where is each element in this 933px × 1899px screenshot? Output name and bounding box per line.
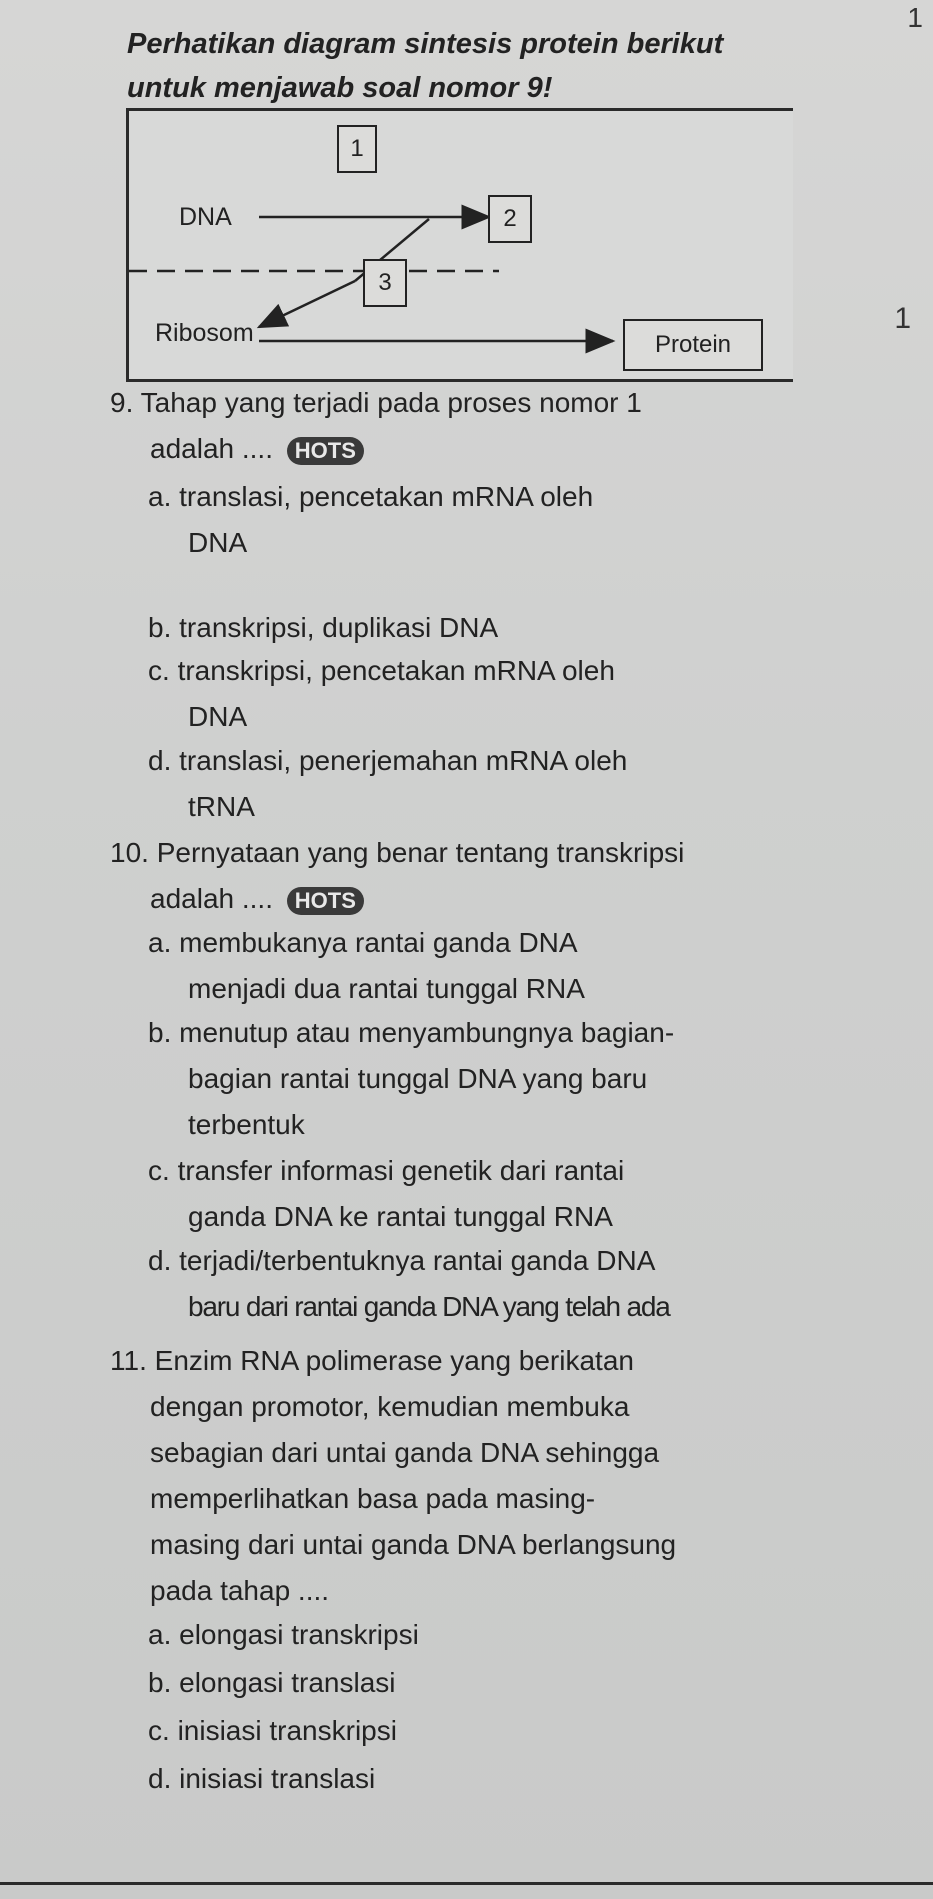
option-line: tRNA <box>188 791 255 822</box>
option-line <box>148 1612 918 1658</box>
question-11-option-b[interactable] <box>148 1660 918 1706</box>
question-9-option-c[interactable] <box>148 648 918 740</box>
question-line: masing dari untai ganda DNA berlangsung <box>150 1529 677 1560</box>
option-letter: b. <box>148 612 172 643</box>
question-9 <box>110 380 910 472</box>
question-number: 10. <box>110 837 149 868</box>
question-10-option-a[interactable] <box>148 920 918 1012</box>
question-line: dengan promotor, kemudian membuka <box>150 1391 630 1422</box>
option-line <box>148 648 918 694</box>
question-11-option-c[interactable] <box>148 1708 918 1754</box>
option-line <box>148 605 918 651</box>
question-line <box>110 1338 910 1384</box>
option-text: terjadi/terbentuknya rantai ganda DNA <box>179 1245 656 1276</box>
intro-line: untuk menjawab soal nomor 9! <box>127 72 553 104</box>
option-line <box>148 920 918 966</box>
question-line: sebagian dari untai ganda DNA sehingga <box>150 1437 660 1468</box>
label-protein: Protein <box>623 319 763 371</box>
option-line: DNA <box>188 701 248 732</box>
label-dna: DNA <box>179 203 232 231</box>
question-10-option-d[interactable] <box>148 1238 918 1330</box>
question-text: Tahap yang terjadi pada proses nomor 1 <box>140 387 642 418</box>
question-9-option-d[interactable] <box>148 738 918 830</box>
option-letter: c. <box>148 1715 170 1746</box>
question-11-option-a[interactable] <box>148 1612 918 1658</box>
option-line <box>148 1148 918 1194</box>
option-letter: b. <box>148 1667 172 1698</box>
option-line: menjadi dua rantai tunggal RNA <box>188 973 585 1004</box>
question-10-option-c[interactable] <box>148 1148 918 1240</box>
option-line <box>148 1756 918 1802</box>
option-line <box>148 1010 918 1056</box>
intro-instruction <box>127 22 827 110</box>
mrna-to-ribosom-arrow <box>259 281 355 327</box>
bottom-rule <box>0 1882 933 1885</box>
option-text: inisiasi translasi <box>179 1763 376 1794</box>
option-line: DNA <box>188 527 248 558</box>
option-line <box>148 1238 918 1284</box>
option-line: ganda DNA ke rantai tunggal RNA <box>188 1201 613 1232</box>
option-letter: b. <box>148 1017 172 1048</box>
option-line: terbentuk <box>188 1109 305 1140</box>
option-line <box>148 1660 918 1706</box>
option-text: transkripsi, pencetakan mRNA oleh <box>177 655 615 686</box>
question-11 <box>110 1338 910 1614</box>
option-letter: d. <box>148 1245 172 1276</box>
label-ribosom: Ribosom <box>155 319 254 347</box>
hots-badge: HOTS <box>287 437 364 465</box>
option-letter: d. <box>148 745 172 776</box>
page-number: 1 <box>907 2 923 33</box>
option-text: transkripsi, duplikasi DNA <box>179 612 499 643</box>
option-line <box>148 1708 918 1754</box>
question-text: Pernyataan yang benar tentang transkripsi <box>156 837 685 868</box>
question-9-option-a[interactable] <box>148 474 918 566</box>
question-line <box>110 876 910 922</box>
option-text: elongasi translasi <box>179 1667 396 1698</box>
option-line: baru dari rantai ganda DNA yang telah ada <box>188 1291 670 1322</box>
label-box-3: 3 <box>363 259 407 307</box>
side-number: 1 <box>894 302 911 335</box>
option-letter: a. <box>148 481 172 512</box>
option-text: membukanya rantai ganda DNA <box>179 927 578 958</box>
option-letter: a. <box>148 1619 172 1650</box>
question-10-option-b[interactable] <box>148 1010 918 1148</box>
question-line: memperlihatkan basa pada masing- <box>150 1483 596 1514</box>
label-box-1: 1 <box>337 125 377 173</box>
question-number: 9. <box>110 387 134 418</box>
question-number: 11. <box>110 1345 147 1376</box>
intro-line: Perhatikan diagram sintesis protein berikut <box>127 28 724 60</box>
question-line <box>110 380 910 426</box>
question-text: Enzim RNA polimerase yang berikatan <box>154 1345 634 1376</box>
option-letter: d. <box>148 1763 172 1794</box>
option-line <box>148 474 918 520</box>
question-line <box>110 830 910 876</box>
question-text: adalah .... <box>150 433 273 464</box>
option-letter: c. <box>148 1155 170 1186</box>
hots-badge: HOTS <box>287 887 364 915</box>
label-box-2: 2 <box>488 195 532 243</box>
option-text: menutup atau menyambungnya bagian- <box>179 1017 675 1048</box>
option-line: bagian rantai tunggal DNA yang baru <box>188 1063 648 1094</box>
option-text: translasi, pencetakan mRNA oleh <box>179 481 594 512</box>
question-line <box>110 426 910 472</box>
question-10 <box>110 830 910 922</box>
question-text: adalah .... <box>150 883 273 914</box>
option-letter: a. <box>148 927 172 958</box>
option-text: inisiasi transkripsi <box>177 1715 397 1746</box>
option-text: elongasi transkripsi <box>179 1619 419 1650</box>
question-11-option-d[interactable] <box>148 1756 918 1802</box>
question-line: pada tahap .... <box>150 1575 330 1606</box>
option-line <box>148 738 918 784</box>
option-text: transfer informasi genetik dari rantai <box>177 1155 625 1186</box>
option-text: translasi, penerjemahan mRNA oleh <box>179 745 628 776</box>
protein-synthesis-diagram <box>126 108 793 382</box>
question-9-option-b[interactable] <box>148 605 918 651</box>
option-letter: c. <box>148 655 170 686</box>
